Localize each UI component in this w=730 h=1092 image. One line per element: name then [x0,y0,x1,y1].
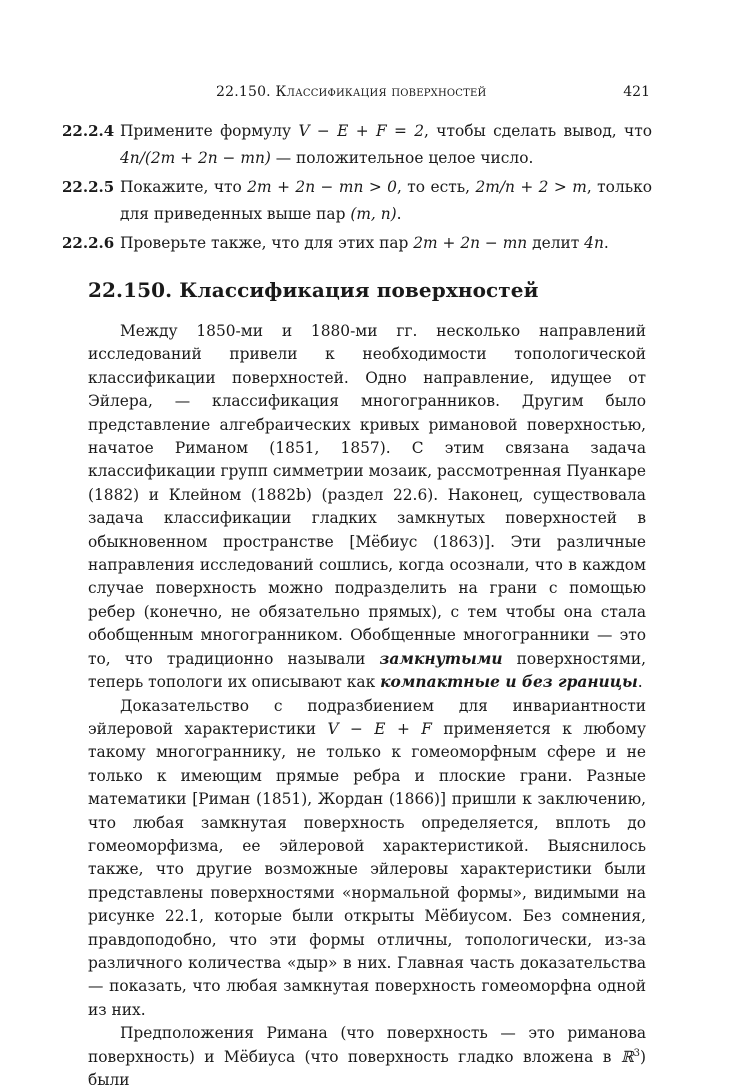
text-run: . [396,205,402,223]
section-heading: 22.150. Классификация поверхностей [88,278,539,302]
text-run: делит [527,234,585,252]
page-number: 421 [623,84,650,100]
exercise-number: 22.2.5 [62,178,115,196]
paragraph [88,695,646,1023]
text-run: Примените формулу [120,122,299,140]
exercise-number: 22.2.6 [62,234,115,252]
text-run: , только для приведенных выше пар [120,178,652,223]
text-run: , то есть, [396,178,476,196]
math-expression: V − E + F = 2 [298,122,425,140]
text-run: ) были [88,1047,646,1089]
text-run: . [637,673,643,692]
superscript: 3 [633,1047,640,1059]
exercise-text [120,118,652,172]
text-run: поверхностями, теперь топологи их описывают как [88,649,646,692]
math-expression: 2m + 2n − mn [413,234,528,252]
text-run: Между 1850-ми и 1880-ми гг. несколько направлений исследований привели к необходимости топологической классификации поверхностей. Одно направление, идущее от Эйлера, — классификация многогранников. Другим было представление алгебраических кривых римановой поверхностью, начатое Риманом (1851, 1857). С этим связана задача классификации групп симметрии мозаик, рассмотренная Пуанкаре (1882) и Клейном (1882b) (раздел 22.6). Наконец, существовала задача классификации гладких замкнутых поверхностей в обыкновенном пространстве [Мёбиус (1863)]. Эти различные направления исследований сошлись, когда осознали, что в каждом случае поверхность можно подразделить на грани с помощью ребер (конечно, не обязательно прямых), с тем чтобы она стала обобщенным многогранником. Обобщенные многогранники — это то, что традиционно называли [88,322,646,668]
exercise-number: 22.2.4 [62,122,115,140]
math-expression: 4n/(2m + 2n − mn) [120,149,271,167]
text-run: Покажите, что [120,178,248,196]
exercise-22-2-6 [62,230,652,257]
exercise-text [120,174,652,228]
text-run: , чтобы сделать вывод, что [424,122,653,140]
math-expression: (m, n) [350,205,397,223]
text-run: Предположения Римана (что поверхность — это риманова поверхность) и Мёбиуса (что поверхность гладко вложена в [88,1024,646,1066]
running-head-title: 22.150. Классификация поверхностей [216,84,487,100]
exercise-22-2-4 [62,118,652,172]
text-run: Доказательство с подразбиением для инвариантности эйлеровой характеристики [88,696,646,738]
math-expression: 2m + 2n − mn > 0 [247,178,397,196]
text-run: — положительное целое число. [270,149,534,167]
math-expression: V − E + F [327,719,432,738]
paragraph [88,320,646,695]
emphasis: замкнутыми [379,649,503,668]
emphasis: компактные и без границы [380,673,638,692]
exercise-22-2-5 [62,174,652,228]
running-head [88,84,650,106]
math-expression: 2m/n + 2 > m [475,178,587,196]
body-text [88,320,646,1092]
text-run: . [603,234,609,252]
text-run: применяется к любому такому многограннику, не только к гомеоморфным сфере и не только к имеющим прямые ребра и плоские грани. Разные математики [Риман (1851), Жордан (1866)] пришли к заключению, что любая замкнутая поверхность определяется, вплоть до гомеоморфизма, ее эйлеровой характеристикой. Выяснилось также, что другие возможные эйлеровы характеристики были представлены поверхностями «нормальной формы», видимыми на рисунке 22.1, которые были открыты Мёбиусом. Без сомнения, правдоподобно, что эти формы отличны, топологически, из-за различного количества «дыр» в них. Главная часть доказательства — показать, что любая замкнутая поверхность гомеоморфна одной из них. [88,719,646,1019]
text-run: Проверьте также, что для этих пар [120,234,414,252]
paragraph [88,1022,646,1092]
exercise-text [120,230,652,257]
math-expression: ℝ [620,1047,634,1066]
math-expression: 4n [584,234,604,252]
